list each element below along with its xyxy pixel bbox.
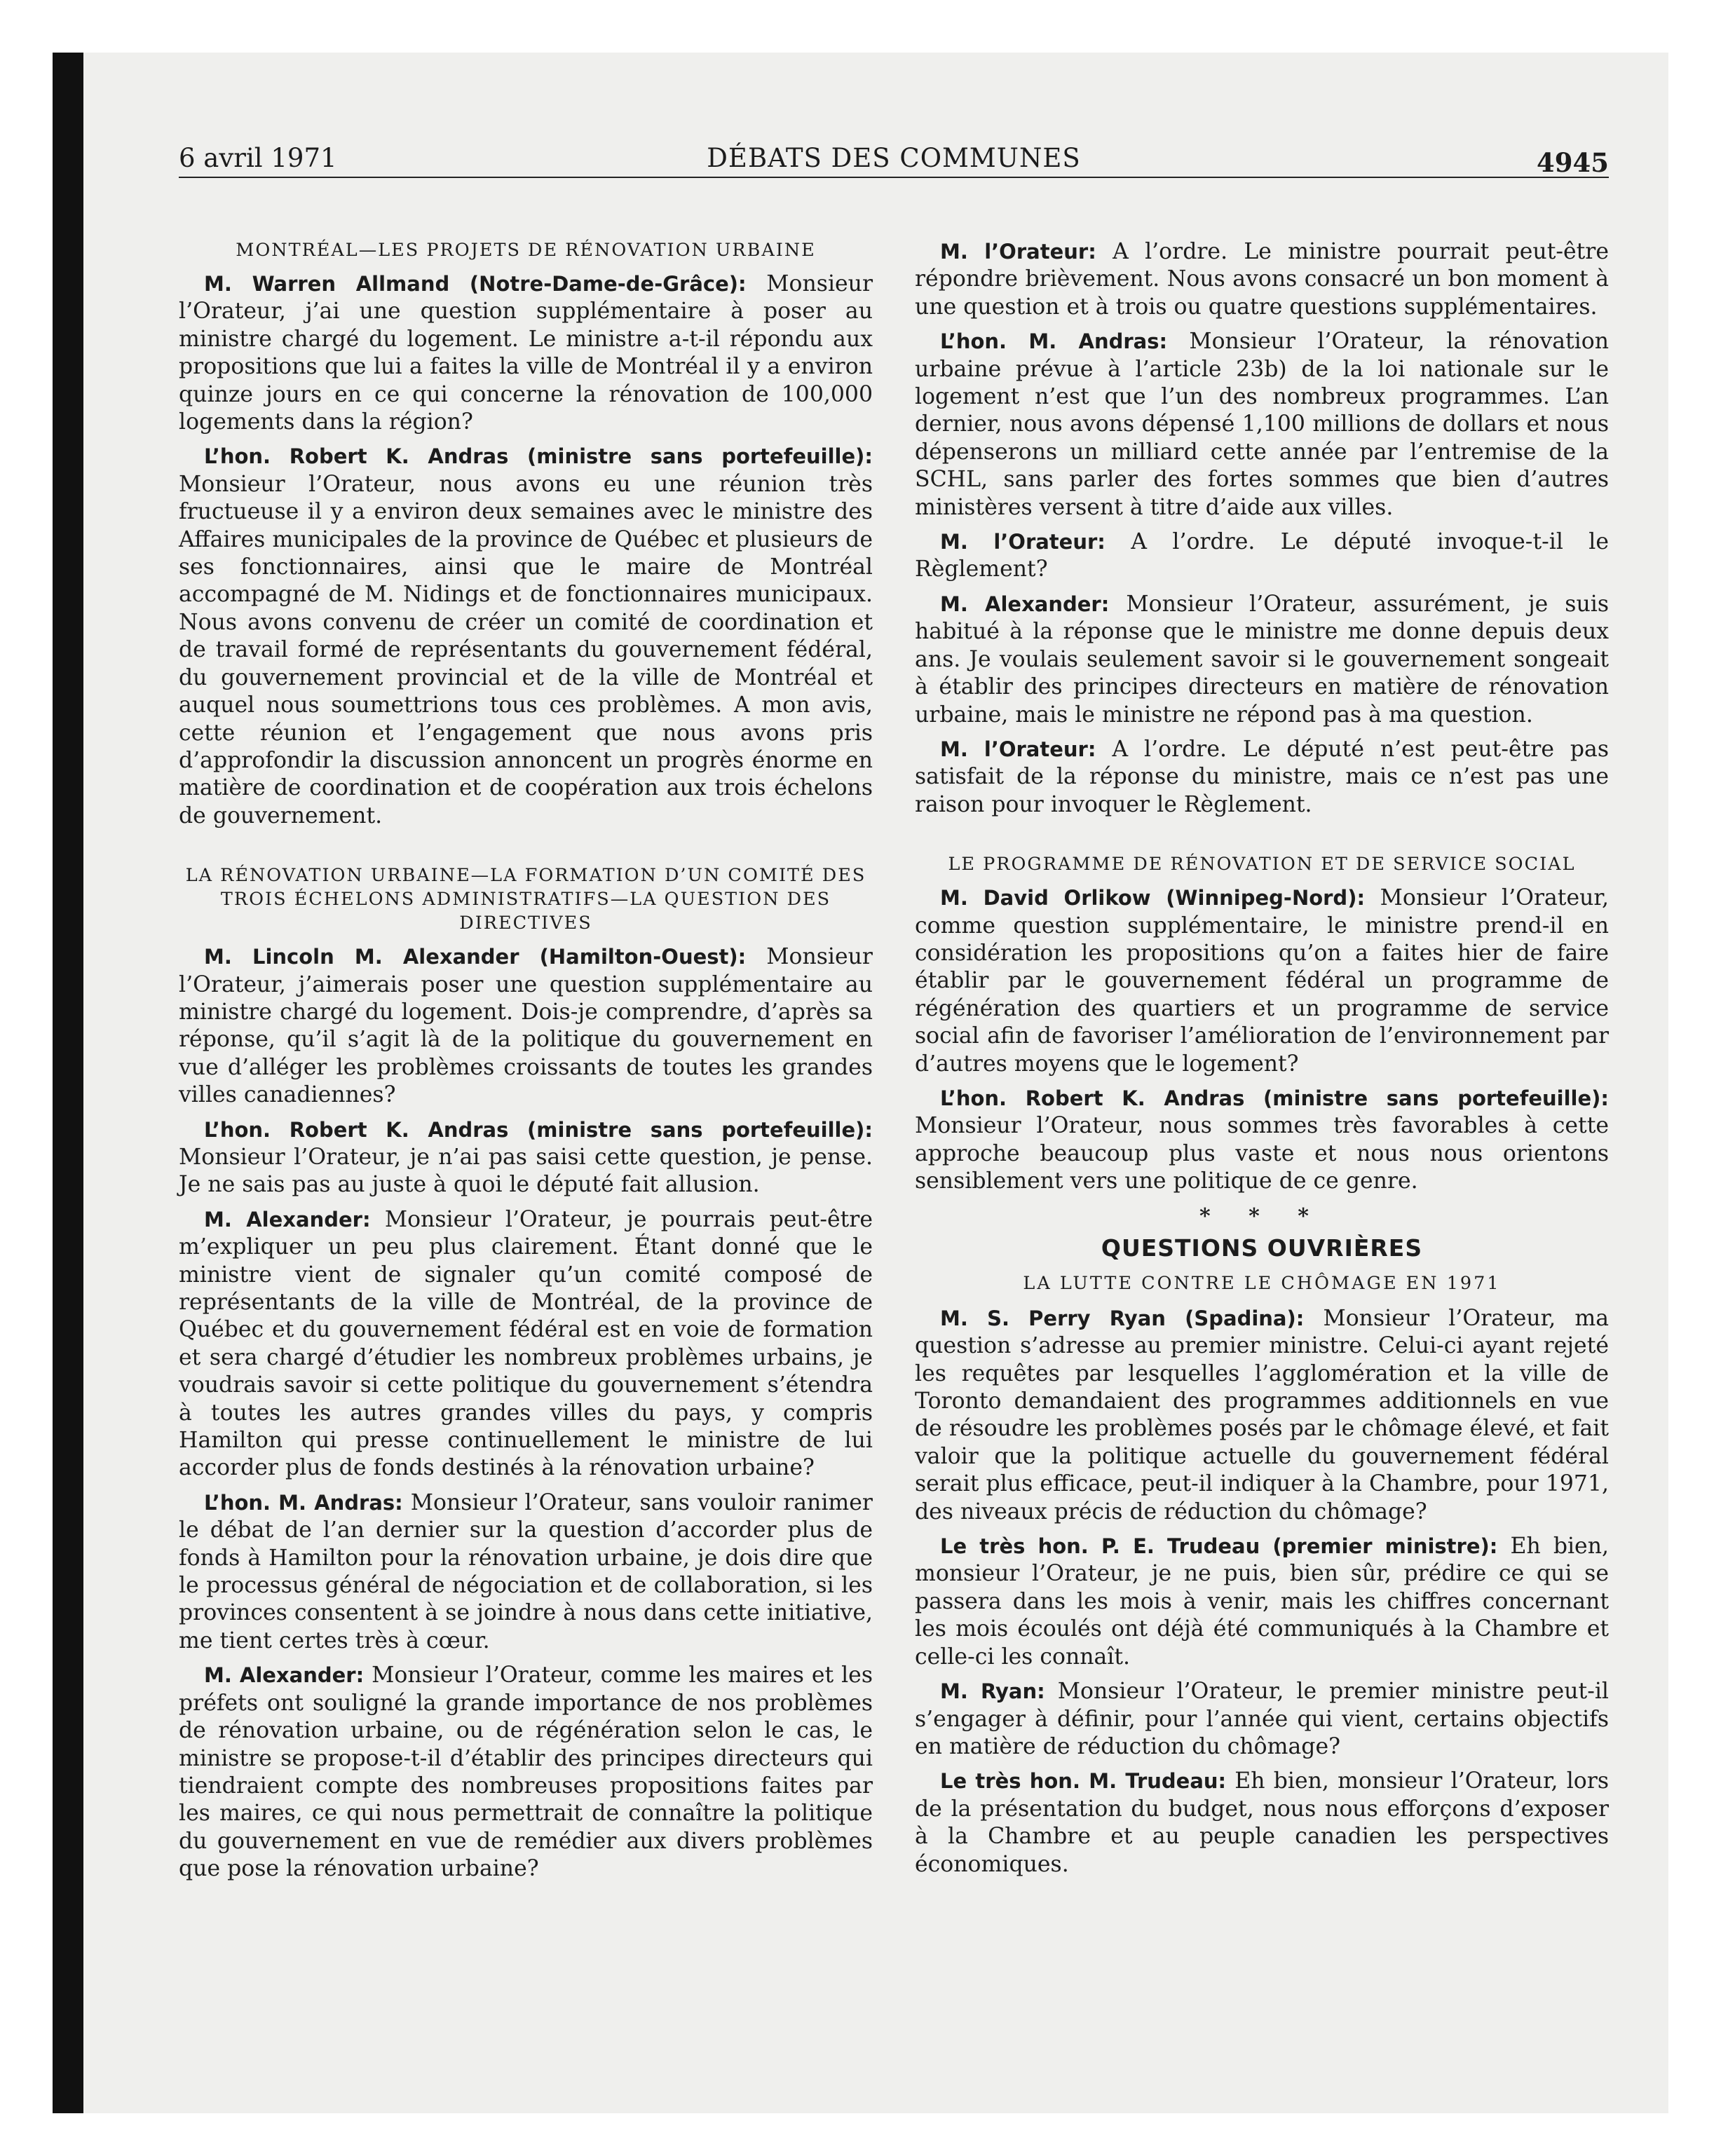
speaker: M. Warren Allmand (Notre-Dame-de-Grâce): [204, 272, 747, 296]
speech-text: Monsieur l’Orateur, assurément, je suis habitué à la réponse que le ministre me donne depuis deux ans. Je voulais seulement savoir si le gouvernement songeait à établir des principes directeurs en matière de rénovation urbaine, mais le ministre ne répond pas à ma question. [915, 591, 1609, 728]
section-heading: LA RÉNOVATION URBAINE—LA FORMATION D’UN COMITÉ DES TROIS ÉCHELONS ADMINISTRATIFS—LA QUESTION DES DIRECTIVES [185, 865, 866, 934]
section-heading: LA LUTTE CONTRE LE CHÔMAGE EN 1971 [1023, 1273, 1501, 1295]
speech [915, 736, 1609, 819]
speech-text: Monsieur l’Orateur, nous avons eu une réunion très fructueuse il y a environ deux semaines avec le ministre des Affaires municipales de la province de Québec et plusieurs de ses fonctionnaires, ainsi que le maire de Montréal accompagné de M. Nidings et de fonctionnaires municipaux. Nous avons convenu de créer un comité de coordination et de travail formé de représentants du gouvernement fédéral, du gouvernement provincial et de la ville de Montréal et auquel nous soumettrions tous ces problèmes. A mon avis, cette réunion et l’engagement que nous avons pris d’approfondir la discussion annoncent un progrès énorme en matière de coordination et de coopération aux trois échelons de gouvernement. [179, 471, 873, 828]
speech-text: A l’ordre. Le député invoque-t-il le Règlement? [915, 529, 1609, 582]
speech [179, 443, 873, 830]
speech [915, 1768, 1609, 1878]
right-column [915, 238, 1609, 1885]
speech-text: Monsieur l’Orateur, nous sommes très favorables à cette approche beaucoup plus vaste et nous nous orientons sensiblement vers une politique de ce genre. [915, 1113, 1609, 1194]
speaker: M. S. Perry Ryan (Spadina): [940, 1306, 1305, 1330]
speech [915, 591, 1609, 729]
speech [915, 238, 1609, 321]
speaker: L’hon. Robert K. Andras (ministre sans portefeuille): [204, 1117, 873, 1142]
speech [179, 1117, 873, 1199]
speaker: M. Alexander: [204, 1663, 365, 1688]
speech-text: Monsieur l’Orateur, je n’ai pas saisi cette question, je pense. Je ne sais pas au juste à quoi le député fait allusion. [179, 1144, 873, 1198]
speech [179, 1206, 873, 1482]
running-header [179, 140, 1609, 178]
speech [915, 328, 1609, 521]
speaker: L’hon. Robert K. Andras (ministre sans portefeuille): [940, 1086, 1609, 1110]
speaker: M. Lincoln M. Alexander (Hamilton-Ouest): [204, 945, 747, 969]
speaker: M. Alexander: [204, 1207, 371, 1231]
speech [179, 943, 873, 1109]
speech [179, 271, 873, 436]
speech-text: Monsieur l’Orateur, comme les maires et les préfets ont souligné la grande importance de nos problèmes de rénovation urbaine, ou de régénération selon le cas, le ministre se propose-t-il d’établir des principes directeurs qui tiendraient compte des nombreuses propositions faites par les maires, ce qui nous permettrait de connaître la politique du gouvernement en vue de remédier aux divers problèmes que pose la rénovation urbaine? [179, 1663, 873, 1882]
header-title: DÉBATS DES COMMUNES [707, 143, 1081, 173]
speech-text: Eh bien, monsieur l’Orateur, lors de la présentation du budget, nous nous efforçons d’exposer à la Chambre et au peuple canadien les perspectives économiques. [915, 1768, 1609, 1877]
speech [915, 528, 1609, 584]
left-column [179, 238, 873, 1890]
speech-text: Monsieur l’Orateur, la rénovation urbaine prévue à l’article 23b) de la loi nationale sur le logement n’est que l’un des nombreux programmes. L’an dernier, nous avons dépensé 1,100 millions de dollars et nous dépenserons un milliard cette année par l’entremise de la SCHL, sans parler des fortes sommes que bien d’autres ministères versent à titre d’aide aux villes. [915, 329, 1609, 520]
speech [915, 885, 1609, 1078]
speech-text: Monsieur l’Orateur, j’aimerais poser une question supplémentaire au ministre chargé du logement. Dois-je comprendre, d’après sa réponse, qu’il s’agit là de la politique du gouvernement en vue d’alléger les problèmes croissants de toutes les grandes villes canadiennes? [179, 944, 873, 1108]
speech-text: Monsieur l’Orateur, je pourrais peut-être m’expliquer un peu plus clairement. Étant donné que le ministre vient de signaler qu’un comité composé de représentants de la ville de Montréal, de la province de Québec et du gouvernement fédéral est en voie de formation et sera chargé d’étudier les nombreux problèmes urbains, je voudrais savoir si cette politique du gouvernement s’étendra à toutes les autres grandes villes du pays, y compris Hamilton qui presse continuellement le ministre de lui accorder plus de fonds destinés à la rénovation urbaine? [179, 1206, 873, 1481]
speech-text: Monsieur l’Orateur, comme question supplémentaire, le ministre prend-il en considération les propositions qu’on a faites hier de faire établir par le gouvernement fédéral un programme de régénération des quartiers et un programme de service social afin de favoriser l’amélioration de l’environnement par d’autres moyens que le logement? [915, 885, 1609, 1077]
section-separator: * * * [1199, 1203, 1324, 1229]
speech-text: A l’ordre. Le député n’est peut-être pas satisfait de la réponse du ministre, mais ce n’est pas une raison pour invoquer le Règlement. [915, 736, 1609, 817]
speaker: Le très hon. P. E. Trudeau (premier ministre): [940, 1534, 1498, 1559]
speech [915, 1678, 1609, 1761]
header-date: 6 avril 1971 [179, 143, 337, 173]
speech-text: Monsieur l’Orateur, sans vouloir ranimer le débat de l’an dernier sur la question d’accorder plus de fonds à Hamilton pour la rénovation urbaine, je dois dire que le processus général de négociation et de collaboration, si les provinces consentent à se joindre à nous dans cette initiative, me tient certes très à cœur. [179, 1489, 873, 1653]
speech-text: Monsieur l’Orateur, le premier ministre peut-il s’engager à définir, pour l’année qui vient, certains objectifs en matière de réduction du chômage? [915, 1679, 1610, 1759]
speaker: L’hon. M. Andras: [204, 1490, 403, 1515]
speech [915, 1533, 1609, 1671]
section-heading: MONTRÉAL—LES PROJETS DE RÉNOVATION URBAINE [236, 240, 816, 261]
speech-text: Monsieur l’Orateur, ma question s’adresse au premier ministre. Celui-ci ayant rejeté les requêtes par lesquelles l’agglomération et la ville de Toronto demandaient des programmes additionnels en vue de résoudre les problèmes posés par le chômage élevé, et fait valoir que la politique actuelle du gouvernement fédéral serait plus efficace, peut-il indiquer à la Chambre, pour 1971, des niveaux précis de réduction du chômage? [915, 1305, 1609, 1524]
speech-text: Monsieur l’Orateur, j’ai une question supplémentaire à poser au ministre chargé du logement. Le ministre a-t-il répondu aux propositions que lui a faites la ville de Montréal il y a environ quinze jours en ce qui concerne la rénovation de 100,000 logements dans la région? [179, 271, 873, 435]
binding-edge [53, 53, 83, 2113]
speaker: M. l’Orateur: [940, 240, 1096, 264]
speech-text: A l’ordre. Le ministre pourrait peut-être répondre brièvement. Nous avons consacré un bon moment à une question et à trois ou quatre questions supplémentaires. [915, 239, 1609, 320]
section-heading: LE PROGRAMME DE RÉNOVATION ET DE SERVICE SOCIAL [948, 854, 1576, 875]
speaker: L’hon. M. Andras: [940, 329, 1168, 354]
speaker: M. Alexander: [940, 592, 1110, 616]
page-number: 4945 [1537, 147, 1609, 178]
speaker: M. Ryan: [940, 1679, 1045, 1704]
speech-text: Eh bien, monsieur l’Orateur, je ne puis, bien sûr, prédire ce qui se passera dans les mois à venir, mais les chiffres concernant les mois écoulés ont déjà été communiqués à la Chambre et celle-ci les connaît. [915, 1534, 1609, 1670]
speaker: M. l’Orateur: [940, 530, 1105, 554]
hansard-page [179, 140, 1610, 1882]
speaker: Le très hon. M. Trudeau: [940, 1769, 1227, 1794]
speaker: L’hon. Robert K. Andras (ministre sans portefeuille): [204, 444, 873, 469]
speech [915, 1085, 1609, 1196]
speech [915, 1305, 1609, 1526]
rubric-heading: QUESTIONS OUVRIÈRES [1101, 1234, 1423, 1262]
speaker: M. l’Orateur: [940, 737, 1096, 761]
speech [179, 1662, 873, 1883]
speech [179, 1489, 873, 1655]
speaker: M. David Orlikow (Winnipeg-Nord): [940, 886, 1366, 910]
